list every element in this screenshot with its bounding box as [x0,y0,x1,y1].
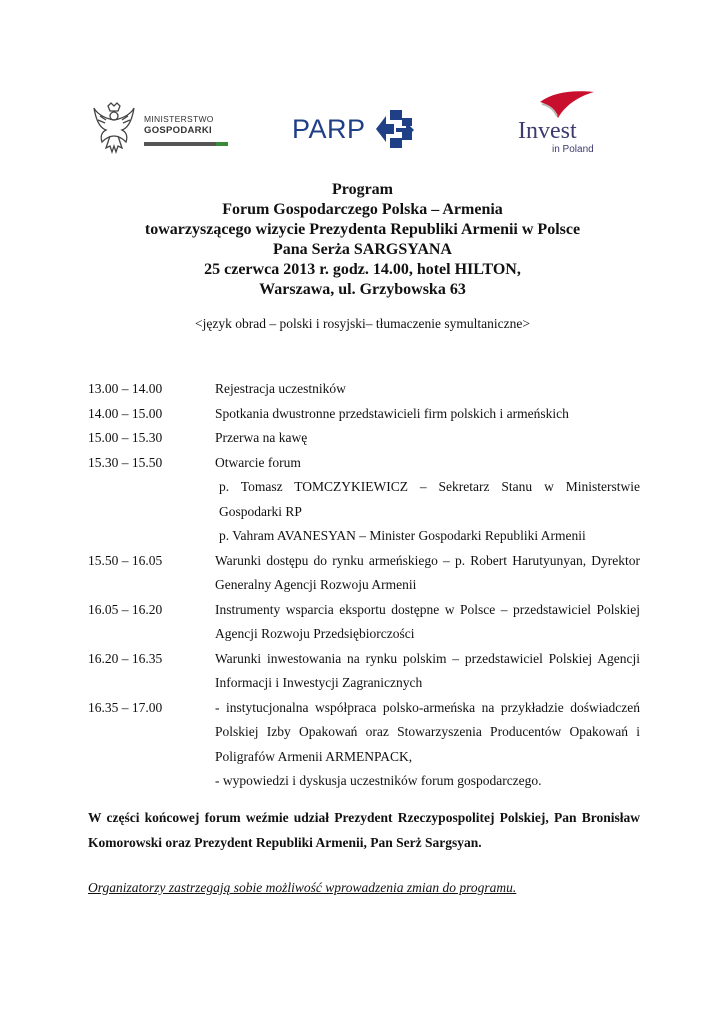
agenda-description: Spotkania dwustronne przedstawicieli firm polskich i armeńskich [215,405,569,421]
ministry-line1: MINISTERSTWO [144,114,214,124]
agenda-description: Otwarcie forum [215,454,301,470]
in-poland-word: in Poland [552,144,594,155]
agenda-row [88,549,640,598]
agenda-time: 16.05 – 16.20 [88,601,163,617]
agenda-description: Rejestracja uczestników [215,381,346,396]
heading-line: Warszawa, ul. Grzybowska 63 [259,281,466,298]
ministry-bar [144,142,216,146]
agenda-row [88,524,640,549]
heading-line: towarzyszącego wizycie Prezydenta Republiki Armenii w Polsce [144,221,581,238]
agenda-time: 13.00 – 14.00 [88,381,163,396]
parp-arrows-icon [372,106,416,152]
agenda-time: 14.00 – 15.00 [88,405,163,421]
logo-row [0,90,725,165]
agenda-row [88,598,640,647]
eagle-emblem-icon [92,102,136,156]
heading-line: Forum Gospodarczego Polska – Armenia [222,201,503,218]
agenda-description: - wypowiedzi i dyskusja uczestników forum gospodarczego. [215,773,542,788]
parp-logo-text: PARP [292,114,366,144]
closing-paragraph: W części końcowej forum weźmie udział Prezydent Rzeczypospolitej Polskiej, Pan Bronisław Komorowski oraz Prezydent Republiki Armenii, Pan Serż Sargsyan. [88,810,640,850]
agenda-time: 16.35 – 17.00 [88,699,163,715]
agenda-description: - instytucjonalna współpraca polsko-armeńska na przykładzie doświadczeń Polskiej Izby Opakowań oraz Stowarzyszenia Producentów Opakowań i Poligrafów Armenii ARMENPACK, [215,699,640,764]
agenda-description: Warunki dostępu do rynku armeńskiego – p. Robert Harutyunyan, Dyrektor Generalny Agencji Rozwoju Armenii [215,552,640,592]
agenda-description: Przerwa na kawę [215,430,308,445]
agenda-row [88,647,640,696]
parp-logo [292,106,417,154]
agenda-time: 15.30 – 15.50 [88,454,163,470]
agenda-time: 15.50 – 16.05 [88,552,163,568]
agenda-row [88,451,640,476]
language-note: <język obrad – polski i rosyjski– tłumaczenie symultaniczne> [194,316,531,331]
heading-line: Program [331,181,393,198]
agenda-time: 16.20 – 16.35 [88,650,163,666]
agenda-description: Instrumenty wsparcia eksportu dostępne w Polsce – przedstawiciel Polskiej Agencji Rozwoju Przedsiębiorczości [215,601,640,641]
agenda-row [88,377,640,402]
agenda-row [88,426,640,451]
agenda-description: p. Vahram AVANESYAN – Minister Gospodarki Republiki Armenii [219,528,586,543]
agenda-row [88,769,640,794]
document-heading [0,180,725,300]
ministry-bar-accent [216,142,228,146]
agenda-time: 15.00 – 15.30 [88,430,163,445]
ministry-line2: GOSPODARKI [144,125,212,136]
heading-line: 25 czerwca 2013 r. godz. 14.00, hotel HILTON, [204,261,521,278]
invest-word: Invest [518,118,577,144]
ministry-logo-text [144,114,214,136]
agenda-row [88,696,640,770]
agenda-description: Warunki inwestowania na rynku polskim – przedstawiciel Polskiej Agencji Informacji i Inwestycji Zagranicznych [215,650,640,690]
agenda-description: p. Tomasz TOMCZYKIEWICZ – Sekretarz Stanu w Ministerstwie Gospodarki RP [219,479,640,519]
heading-line: Pana Serża SARGSYANA [273,241,452,258]
disclaimer-note: Organizatorzy zastrzegają sobie możliwość wprowadzenia zmian do programu. [88,880,517,895]
flag-swoosh-icon [536,90,598,120]
agenda-row [88,475,640,524]
invest-in-poland-logo [518,90,608,160]
ministry-logo [92,102,232,158]
agenda-list [88,377,640,794]
agenda-row [88,402,640,427]
